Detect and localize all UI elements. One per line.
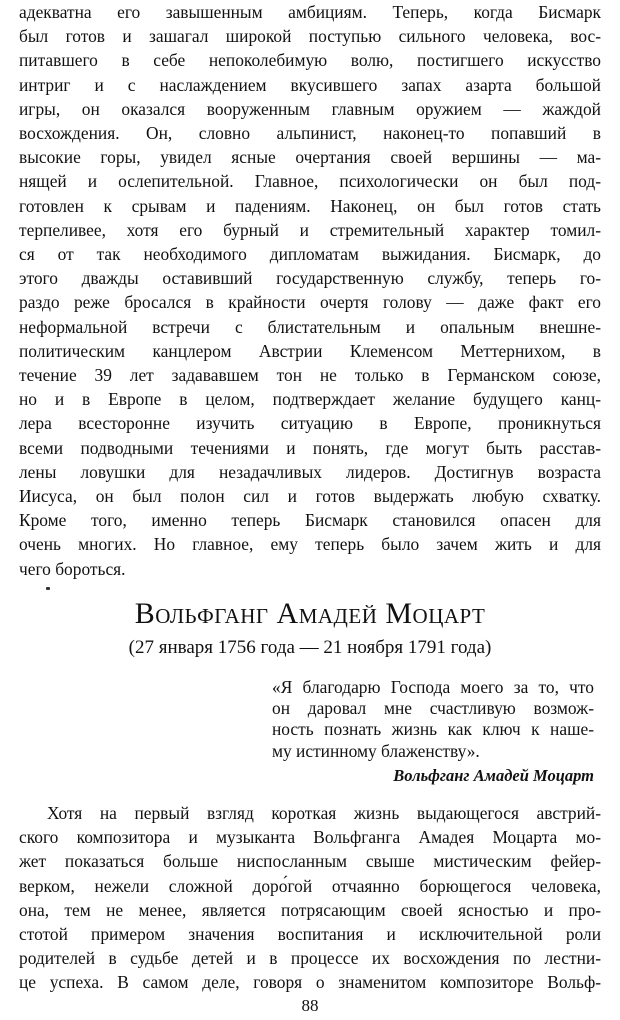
text-line: адекватна его завышенным амбициям. Теперь, когда Бисмарк [19, 2, 601, 22]
text-line: готовлен к срывам и падениям. Наконец, он был готов стать [19, 195, 601, 216]
text-line: но и в Европе в целом, подтверждает желание будущего канц- [19, 389, 601, 410]
text-line: восхождения. Он, словно альпинист, наконец-то попавший в [19, 123, 601, 144]
scan-speck [46, 587, 50, 590]
text-line: ского композитора и музыканта Вольфганга Амадея Моцарта мо- [19, 827, 601, 848]
text-line: политическим канцлером Австрии Клеменсом Меттернихом, в [19, 340, 601, 361]
text-line: лера всесторонне изучить ситуацию в Европе, проникнуться [19, 413, 601, 434]
epigraph-quote [272, 677, 594, 762]
text-line: чего бороться. [19, 558, 126, 579]
text-line: Кроме того, именно теперь Бисмарк становился опасен для [19, 510, 601, 531]
text-line: Иисуса, он был полон сил и готов выдержать любую схватку. [19, 486, 601, 507]
text-line: интриг и с наслаждением вкусившего запах азарта большой [19, 74, 601, 95]
text-line: игры, он оказался вооруженным главным оружием — жаждой [19, 98, 601, 119]
epigraph-line: ность познать жизнь как ключ к наше- [272, 719, 594, 740]
text-line: родителей в судьбе детей и в процессе их восхождения по лестни- [19, 948, 601, 969]
text-line: питавшего в себе непоколебимую волю, постигшего искусство [19, 50, 601, 71]
text-line: Хотя на первый взгляд короткая жизнь выдающегося австрий- [47, 803, 601, 823]
text-line: це успеха. В самом деле, говоря о знаменитом композиторе Вольф- [19, 972, 601, 993]
text-line: терпеливее, хотя его бурный и стремительный характер томил- [19, 219, 601, 240]
section-dates: (27 января 1756 года — 21 ноября 1791 года) [128, 637, 492, 658]
epigraph-attribution: Вольфганг Амадей Моцарт [393, 766, 594, 785]
text-line: раздо реже бросался в крайности очертя голову — даже факт его [19, 292, 601, 313]
text-line: всеми подводными течениями и понять, где могут быть расстав- [19, 437, 601, 458]
text-line: был готов и зашагал широкой поступью сильного человека, вос- [19, 26, 601, 47]
section-title: Вольфганг Амадей Моцарт [134, 597, 486, 630]
text-line: нящей и ослепительной. Главное, психологически он был под- [19, 171, 601, 192]
paragraph-mozart [19, 801, 601, 995]
text-line: очень многих. Но главное, ему теперь было зачем жить и для [19, 534, 601, 555]
epigraph-line: му истинному блаженству». [272, 740, 480, 761]
page-number: 88 [301, 996, 319, 1015]
epigraph-line: «Я благодарю Господа моего за то, что [272, 677, 594, 697]
text-line: лены ловушки для незадачливых лидеров. Достигнув возраста [19, 461, 601, 482]
epigraph-line: он даровал мне счастливую возмож- [272, 698, 594, 719]
text-line: ся от так необходимого дипломатам выжидания. Бисмарк, до [19, 244, 601, 265]
text-line: неформальной встречи с блистательным и опальным внешне- [19, 316, 601, 337]
text-line: она, тем не менее, является потрясающим своей ясностью и про- [19, 899, 601, 920]
text-line: высокие горы, увидел ясные очертания своей вершины — ма- [19, 147, 601, 168]
paragraph-bismarck [19, 0, 601, 581]
text-line: этого дважды оставивший государственную службу, теперь го- [19, 268, 601, 289]
text-line: верком, нежели сложной доро́гой отчаянно борющегося человека, [19, 875, 601, 896]
text-line: течение 39 лет задававшем тон не только в Германском союзе, [19, 365, 601, 386]
text-line: жет показаться больше ниспосланным свыше мистическим фейер- [19, 851, 601, 872]
text-line: стотой примером значения воспитания и исключительной роли [19, 924, 601, 945]
